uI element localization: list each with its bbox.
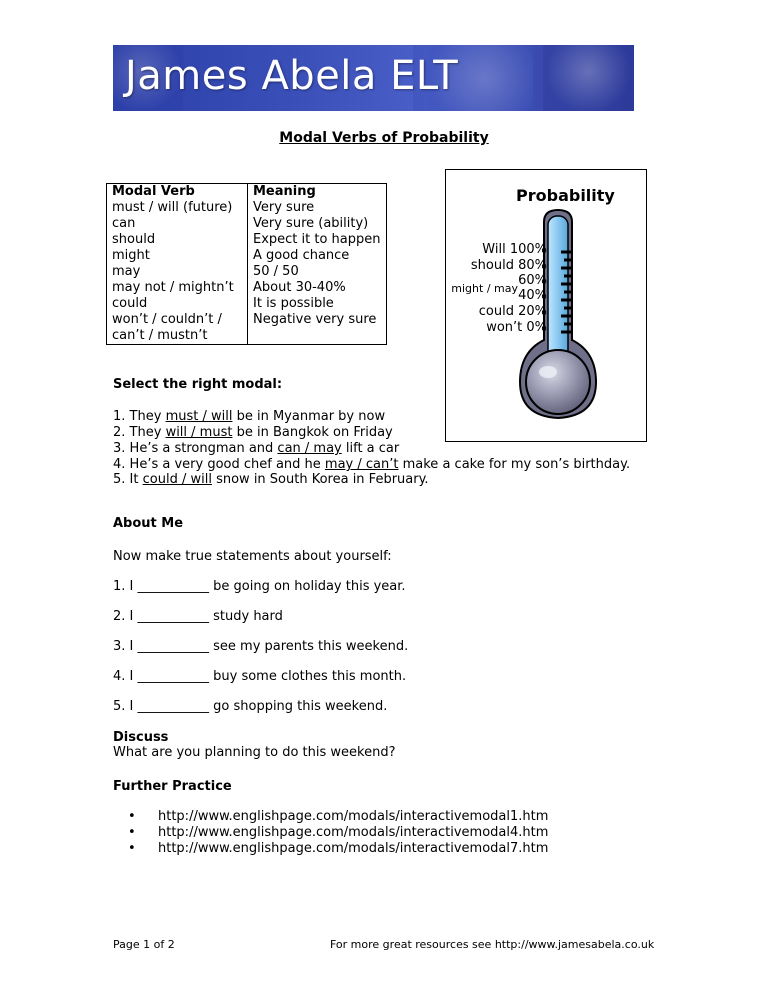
table-verb: may: [112, 264, 141, 279]
page-title: Modal Verbs of Probability: [279, 130, 489, 146]
statement-item: 3. I ___________ see my parents this weekend.: [113, 639, 409, 654]
about-intro: Now make true statements about yourself:: [113, 549, 392, 564]
about-heading: About Me: [113, 516, 184, 531]
statement-item: 4. I ___________ buy some clothes this month.: [113, 669, 407, 684]
table-meaning: About 30-40%: [253, 280, 346, 295]
table-verb: might: [112, 248, 150, 263]
modal-choice: must / will: [165, 409, 233, 424]
table-verb: must / will (future): [112, 200, 233, 215]
practice-link[interactable]: http://www.englishpage.com/modals/interactivemodal1.htm: [158, 809, 549, 824]
table-meaning: 50 / 50: [253, 264, 299, 279]
bullet-icon: •: [128, 825, 136, 840]
exercise-item: 3. He’s a strongman and can / may lift a car: [113, 441, 400, 456]
table-meaning: Very sure (ability): [253, 216, 369, 231]
thermometer-label: should 80%: [470, 258, 547, 273]
modal-choice: could / will: [142, 472, 212, 487]
statement-item: 2. I ___________ study hard: [113, 609, 283, 624]
table-verb: can’t / mustn’t: [112, 328, 208, 343]
table-verb: should: [112, 232, 156, 247]
table-verb: won’t / couldn’t /: [112, 312, 222, 327]
bullet-icon: •: [128, 841, 136, 856]
select-heading: Select the right modal:: [113, 377, 283, 392]
table-verb: could: [112, 296, 148, 311]
probability-thermometer: [445, 169, 647, 442]
exercise-item: 5. It could / will snow in South Korea in February.: [113, 472, 429, 487]
discuss-text: What are you planning to do this weekend?: [113, 745, 396, 760]
table-cell-verbs: [107, 184, 248, 345]
table-meaning: It is possible: [253, 296, 334, 311]
table-verb: may not / mightn’t: [112, 280, 234, 295]
thermometer-title: Probability: [516, 186, 615, 205]
discuss-heading: Discuss: [113, 730, 169, 745]
modal-choice: may / can’t: [324, 457, 399, 472]
table-meaning: A good chance: [253, 248, 350, 263]
thermometer-label: 40%: [518, 288, 547, 303]
practice-link[interactable]: http://www.englishpage.com/modals/interactivemodal7.htm: [158, 841, 549, 856]
table-meaning: Very sure: [253, 200, 315, 215]
practice-link[interactable]: http://www.englishpage.com/modals/interactivemodal4.htm: [158, 825, 549, 840]
exercise-item: 4. He’s a very good chef and he may / can’t make a cake for my son’s birthday.: [113, 457, 631, 472]
thermometer-label: won’t 0%: [486, 320, 547, 335]
modal-verb-table: [106, 183, 387, 345]
table-meaning: Expect it to happen: [253, 232, 381, 247]
exercise-item: 2. They will / must be in Bangkok on Friday: [113, 425, 393, 440]
table-verb: can: [112, 216, 136, 231]
header-banner: [113, 45, 634, 111]
table-cell-meanings: [248, 184, 387, 345]
thermometer-label: might / may: [451, 282, 518, 295]
modal-choice: can / may: [277, 441, 342, 456]
footer-resources: For more great resources see http://www.jamesabela.co.uk: [330, 938, 655, 951]
bullet-icon: •: [128, 809, 136, 824]
statement-item: 5. I ___________ go shopping this weekend.: [113, 699, 388, 714]
table-meaning: Negative very sure: [253, 312, 377, 327]
thermometer-label: 60%: [518, 273, 547, 288]
banner-photo: [543, 45, 634, 111]
page-number: Page 1 of 2: [113, 938, 175, 951]
further-heading: Further Practice: [113, 779, 232, 794]
table-header-verb: Modal Verb: [112, 184, 195, 199]
modal-choice: will / must: [165, 425, 233, 440]
statement-item: 1. I ___________ be going on holiday this year.: [113, 579, 406, 594]
banner-title: James Abela ELT: [125, 53, 459, 99]
table-header-meaning: Meaning: [253, 184, 316, 199]
exercise-item: 1. They must / will be in Myanmar by now: [113, 409, 386, 424]
thermometer-label: Will 100%: [482, 242, 547, 257]
thermometer-label: could 20%: [478, 304, 547, 319]
